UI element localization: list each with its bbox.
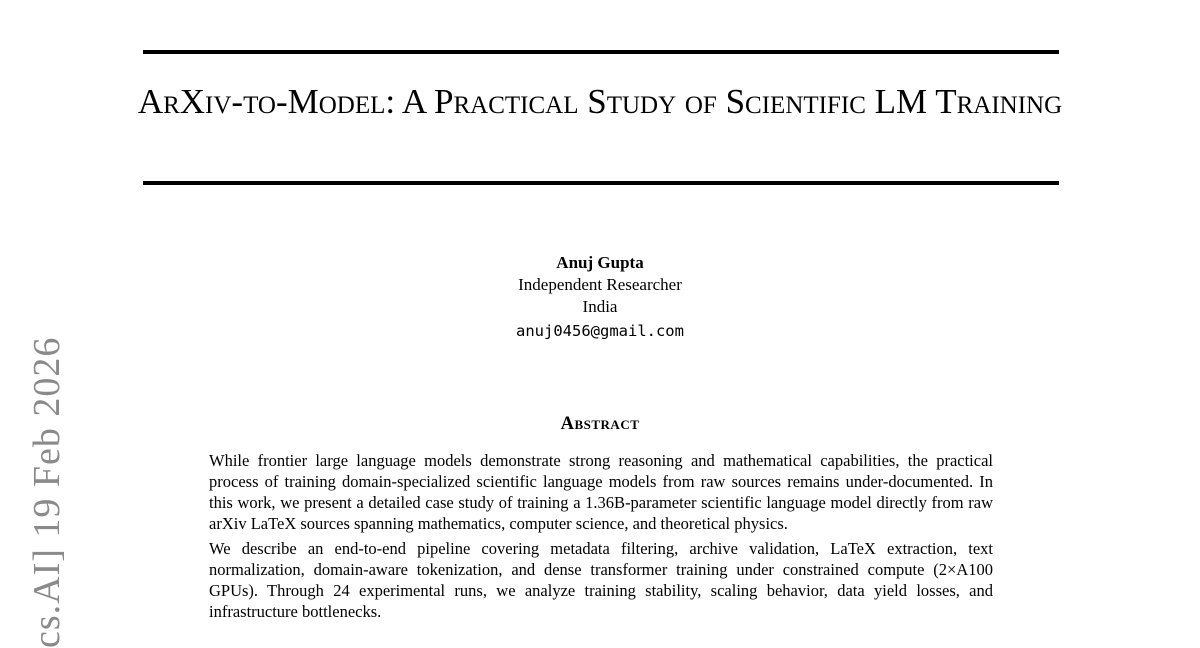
title-rule-top: [143, 50, 1059, 54]
author-country: India: [582, 297, 618, 316]
author-name: Anuj Gupta: [556, 253, 644, 272]
title-rule-bottom: [143, 181, 1059, 185]
author-block: [0, 252, 1200, 342]
abstract-paragraph-1: While frontier large language models demonstrate strong reasoning and mathematical capabilities, the practical process of training domain-specialized scientific language models from raw sources remains under-documented. In this work, we present a detailed case study of training a 1.36B-parameter scientific language model directly from raw arXiv LaTeX sources spanning mathematics, computer science, and theoretical physics.: [209, 451, 993, 533]
abstract-heading: Abstract: [560, 414, 640, 434]
abstract-paragraph-2: We describe an end-to-end pipeline covering metadata filtering, archive validation, LaTeX extraction, text normalization, domain-aware tokenization, and dense transformer training under constrained compute (2×A100 GPUs). Through 24 experimental runs, we analyze training stability, scaling behavior, data yield losses, and infrastructure bottlenecks.: [209, 539, 993, 621]
abstract-body: [209, 450, 993, 622]
arxiv-watermark: cs.AI] 19 Feb 2026: [26, 336, 68, 648]
paper-title: ArXiv-to-Model: A Practical Study of Scientific LM Training: [137, 82, 1063, 121]
author-email: anuj0456@gmail.com: [516, 322, 684, 340]
author-affiliation: Independent Researcher: [518, 275, 682, 294]
